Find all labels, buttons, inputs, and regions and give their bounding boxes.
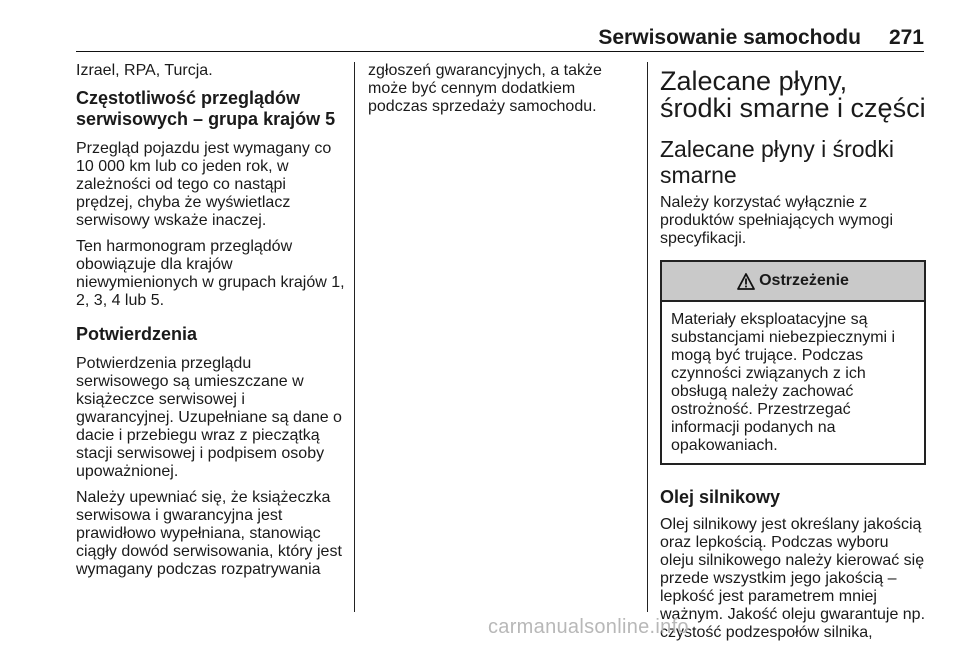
column-3 [660,62,926,650]
paragraph: Izrael, RPA, Turcja. [76,62,213,79]
paragraph: zgłoszeń gwarancyjnych, a także może być cennym dodatkiem podczas sprzedaży samochodu. [368,62,602,115]
column-divider [354,62,355,612]
paragraph: Należy upewniać się, że książeczka serwisowa i gwarancyjna jest prawidłowo wypełniana, stanowiąc ciągły dowód serwisowania, który jest wymagany podczas rozpatrywania [76,489,342,578]
column-2 [368,62,638,124]
warning-header [662,262,924,302]
paragraph: Ten harmonogram przeglądów obowiązuje dla krajów niewymienionych w grupach krajów 1, 2, 3, 4 lub 5. [76,238,345,309]
paragraph: Przegląd pojazdu jest wymagany co 10 000 km lub co jeden rok, w zależności od tego co nastąpi prędzej, chyba że wyświetlacz serwisowy wskaże inaczej. [76,140,332,229]
page-header [76,26,924,52]
warning-title: Ostrzeżenie [759,272,849,289]
paragraph: Olej silnikowy jest określany jakością oraz lepkością. Podczas wyboru oleju silnikowego należy kierować się przede wszystkim jego jakością – lepkość jest parametrem mniej ważnym. Jakość oleju gwarantuje np. czystość podzespołów silnika, [660,516,926,641]
chapter-heading: Zalecane płyny, środki smarne i części [660,66,926,123]
section-heading: Olej silnikowy [660,487,781,507]
paragraph: Należy korzystać wyłącznie z produktów spełniających wymogi specyfikacji. [660,194,893,247]
warning-icon [737,273,755,290]
paragraph: Potwierdzenia przeglądu serwisowego są umieszczane w książeczce serwisowej i gwarancyjnej. Uzupełniane są dane o dacie i przebiegu wraz z pieczątką stacji serwisowej i podpisem osoby upoważnionej. [76,355,342,480]
column-divider [647,62,648,612]
page-title: Serwisowanie samochodu [598,26,861,49]
watermark: carmanualsonline.info [488,616,689,638]
section-heading: Potwierdzenia [76,324,198,344]
column-1 [76,62,346,587]
header-divider [76,51,924,52]
section-heading: Częstotliwość przeglądów serwisowych – grupa krajów 5 [76,88,336,129]
warning-box [660,260,926,465]
warning-text: Materiały eksploatacyjne są substancjami niebezpiecznymi i mogą być trujące. Podczas czynności związanych z ich obsługą należy zachować ostrożność. Przestrzegać informacji podanych na opakowaniach. [671,311,896,454]
page-number: 271 [888,26,924,49]
subsection-heading: Zalecane płyny i środki smarne [660,136,894,188]
